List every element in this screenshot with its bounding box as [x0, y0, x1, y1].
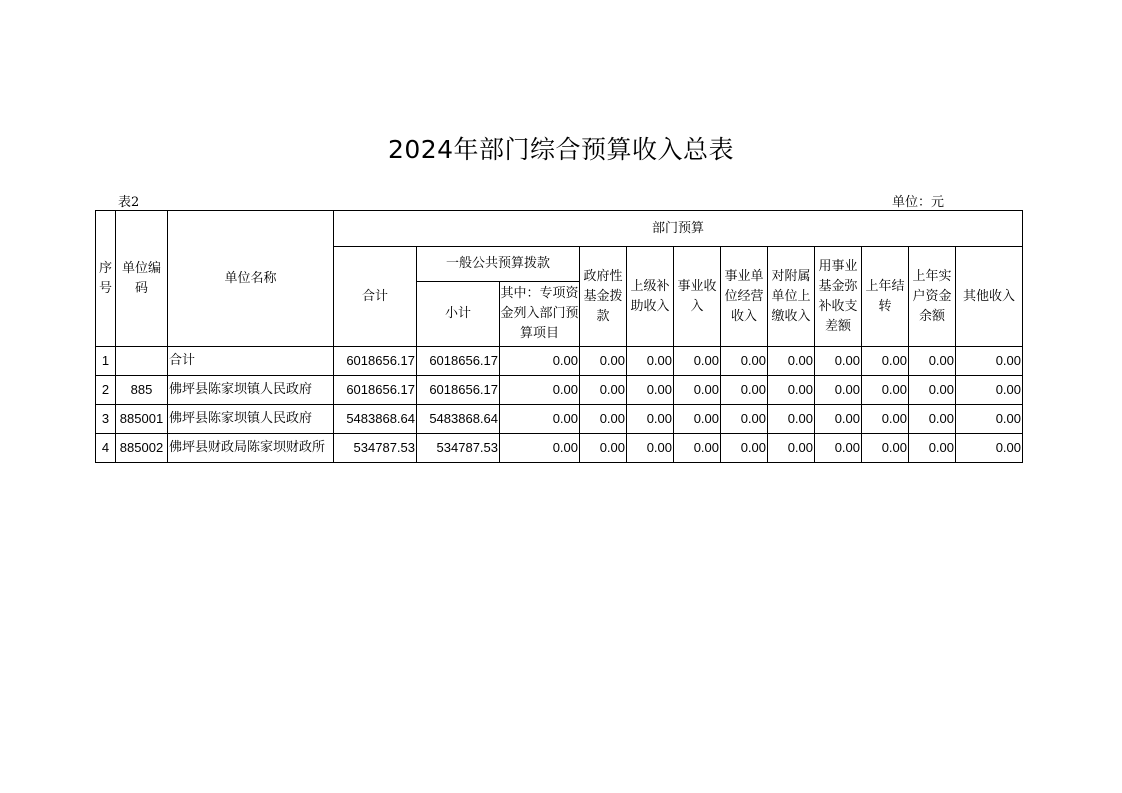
cell-seq: 4 — [96, 434, 116, 463]
cell-seq: 1 — [96, 347, 116, 376]
cell-total: 534787.53 — [334, 434, 417, 463]
cell-fund-offset: 0.00 — [815, 347, 862, 376]
cell-total: 5483868.64 — [334, 405, 417, 434]
cell-carryover: 0.00 — [862, 376, 909, 405]
table-row — [96, 376, 1023, 405]
cell-gov-fund: 0.00 — [580, 405, 627, 434]
cell-code — [116, 347, 168, 376]
cell-code: 885 — [116, 376, 168, 405]
cell-carryover: 0.00 — [862, 405, 909, 434]
cell-other: 0.00 — [956, 405, 1023, 434]
header-seq: 序号 — [96, 211, 116, 347]
cell-superior: 0.00 — [627, 376, 674, 405]
table-row — [96, 434, 1023, 463]
cell-superior: 0.00 — [627, 405, 674, 434]
header-prev-year-balance: 上年实户资金余额 — [909, 247, 956, 347]
cell-operation: 0.00 — [721, 376, 768, 405]
cell-business: 0.00 — [674, 434, 721, 463]
cell-code: 885002 — [116, 434, 168, 463]
cell-subtotal: 534787.53 — [417, 434, 500, 463]
cell-special: 0.00 — [500, 405, 580, 434]
header-business-unit-operation: 事业单位经营收入 — [721, 247, 768, 347]
cell-superior: 0.00 — [627, 434, 674, 463]
cell-business: 0.00 — [674, 405, 721, 434]
table-number: 表2 — [118, 195, 140, 210]
cell-code: 885001 — [116, 405, 168, 434]
cell-name: 佛坪县陈家坝镇人民政府 — [168, 405, 334, 434]
cell-special: 0.00 — [500, 376, 580, 405]
cell-other: 0.00 — [956, 347, 1023, 376]
cell-fund-offset: 0.00 — [815, 376, 862, 405]
page-title: 2024年部门综合预算收入总表 — [387, 135, 735, 164]
cell-superior: 0.00 — [627, 347, 674, 376]
cell-balance: 0.00 — [909, 376, 956, 405]
cell-carryover: 0.00 — [862, 434, 909, 463]
header-subtotal: 小计 — [417, 282, 500, 347]
table-row — [96, 405, 1023, 434]
cell-affiliated: 0.00 — [768, 376, 815, 405]
cell-affiliated: 0.00 — [768, 405, 815, 434]
cell-balance: 0.00 — [909, 434, 956, 463]
header-unit-name: 单位名称 — [168, 211, 334, 347]
table-row — [96, 347, 1023, 376]
header-other-income: 其他收入 — [956, 247, 1023, 347]
header-gov-fund: 政府性基金拨款 — [580, 247, 627, 347]
cell-operation: 0.00 — [721, 347, 768, 376]
budget-table — [95, 210, 1023, 463]
cell-business: 0.00 — [674, 376, 721, 405]
cell-total: 6018656.17 — [334, 347, 417, 376]
unit-label: 单位：元 — [892, 195, 945, 210]
cell-special: 0.00 — [500, 347, 580, 376]
cell-name: 佛坪县财政局陈家坝财政所 — [168, 434, 334, 463]
header-total: 合计 — [334, 247, 417, 347]
cell-subtotal: 5483868.64 — [417, 405, 500, 434]
cell-name: 佛坪县陈家坝镇人民政府 — [168, 376, 334, 405]
cell-affiliated: 0.00 — [768, 347, 815, 376]
cell-total: 6018656.17 — [334, 376, 417, 405]
cell-gov-fund: 0.00 — [580, 347, 627, 376]
cell-fund-offset: 0.00 — [815, 405, 862, 434]
header-prev-year-carryover: 上年结转 — [862, 247, 909, 347]
header-business-income: 事业收入 — [674, 247, 721, 347]
header-affiliated-unit: 对附属单位上缴收入 — [768, 247, 815, 347]
header-general-public: 一般公共预算拨款 — [417, 247, 580, 282]
cell-balance: 0.00 — [909, 347, 956, 376]
cell-gov-fund: 0.00 — [580, 434, 627, 463]
cell-operation: 0.00 — [721, 405, 768, 434]
cell-other: 0.00 — [956, 434, 1023, 463]
cell-name: 合计 — [168, 347, 334, 376]
cell-gov-fund: 0.00 — [580, 376, 627, 405]
cell-balance: 0.00 — [909, 405, 956, 434]
cell-operation: 0.00 — [721, 434, 768, 463]
header-unit-code: 单位编码 — [116, 211, 168, 347]
cell-affiliated: 0.00 — [768, 434, 815, 463]
header-superior-subsidy: 上级补助收入 — [627, 247, 674, 347]
cell-subtotal: 6018656.17 — [417, 376, 500, 405]
cell-business: 0.00 — [674, 347, 721, 376]
cell-other: 0.00 — [956, 376, 1023, 405]
cell-fund-offset: 0.00 — [815, 434, 862, 463]
cell-special: 0.00 — [500, 434, 580, 463]
header-special-funds: 其中：专项资金列入部门预算项目 — [500, 282, 580, 347]
header-dept-budget: 部门预算 — [334, 211, 1023, 247]
cell-subtotal: 6018656.17 — [417, 347, 500, 376]
cell-seq: 2 — [96, 376, 116, 405]
cell-seq: 3 — [96, 405, 116, 434]
cell-carryover: 0.00 — [862, 347, 909, 376]
header-business-fund-offset: 用事业基金弥补收支差额 — [815, 247, 862, 347]
